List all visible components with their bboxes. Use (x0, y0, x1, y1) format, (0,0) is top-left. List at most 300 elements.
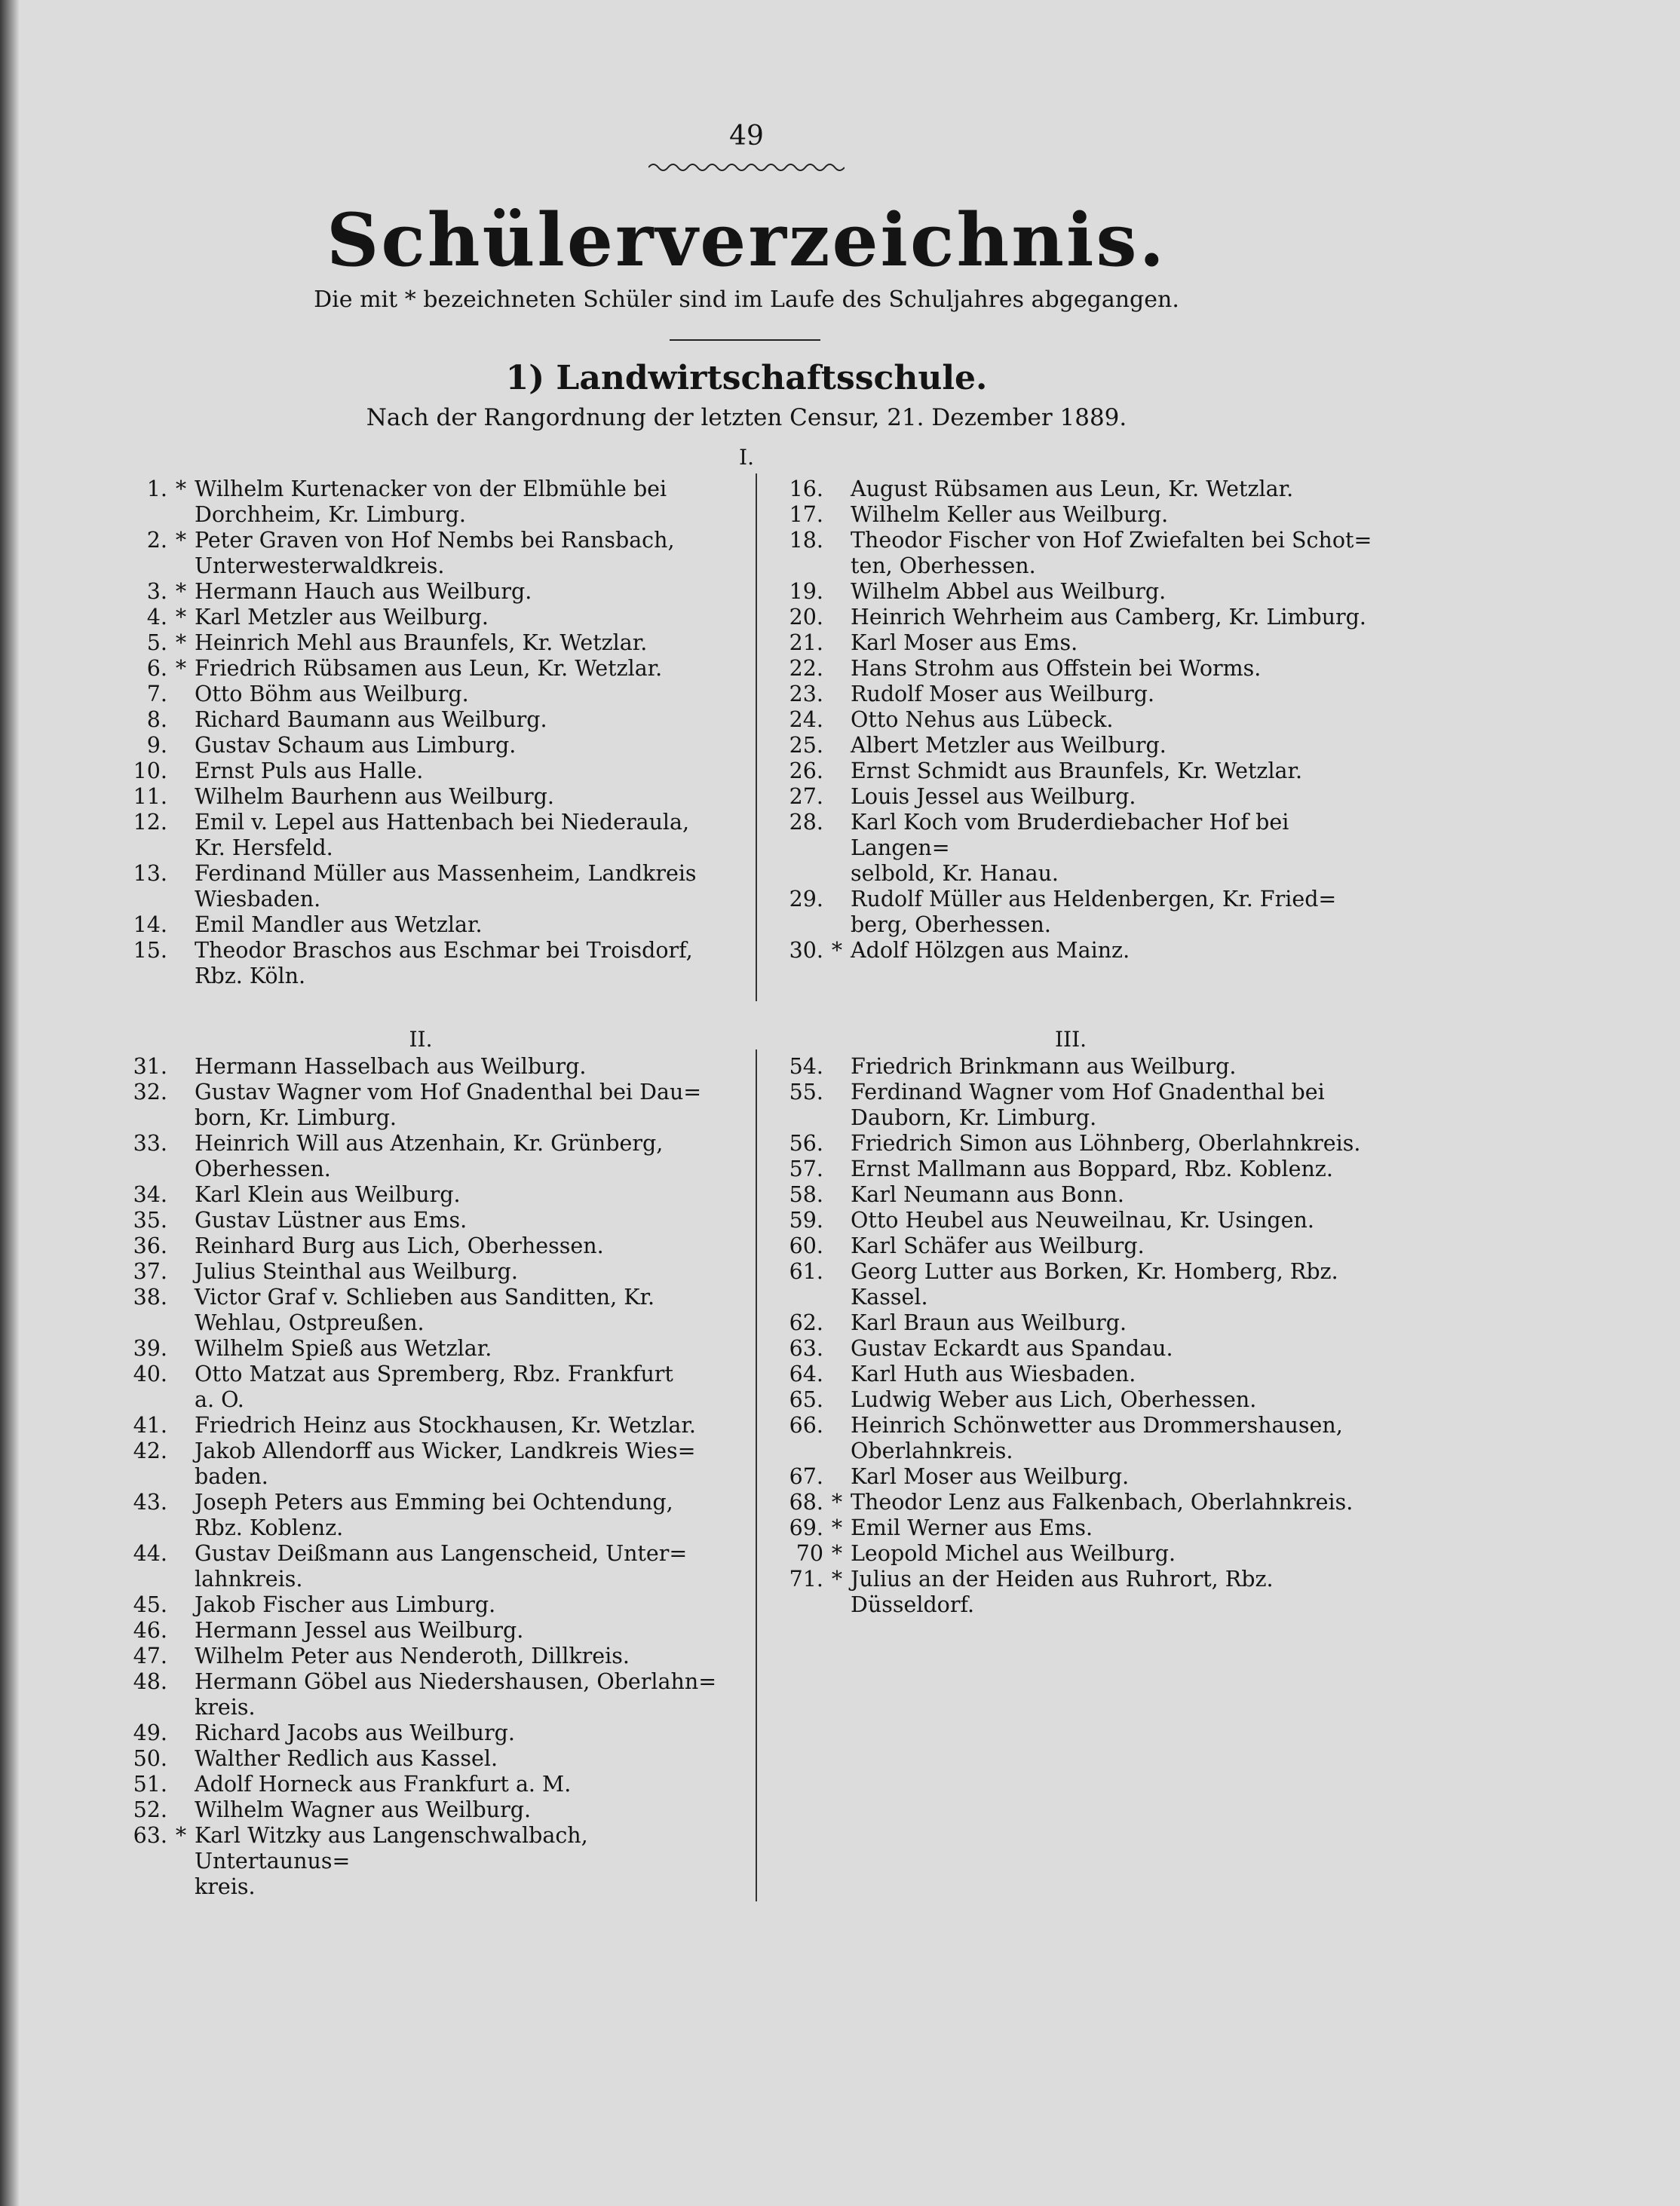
student-entry (754, 784, 1380, 810)
departed-marker: * (175, 630, 187, 655)
section-subtitle: Nach der Rangordnung der letzten Censur, 21. Dezember 1889. (366, 404, 1127, 431)
student-entry (754, 579, 1380, 605)
entry-line: Rbz. Köln. (195, 964, 306, 988)
entry-line: Adolf Hölzgen aus Mainz. (851, 938, 1130, 963)
entry-line: Theodor Fischer von Hof Zwiefalten bei Schot= (851, 528, 1372, 553)
student-name (195, 784, 724, 810)
entry-number: 25. (789, 733, 823, 758)
entry-line: selbold, Kr. Hanau. (851, 861, 1059, 886)
student-entry (754, 1208, 1380, 1233)
entry-line: Düsseldorf. (851, 1592, 975, 1617)
entry-line: Jakob Allendorff aus Wicker, Landkreis Wies= (195, 1438, 696, 1463)
entry-number: 47. (133, 1644, 167, 1668)
student-entry (754, 1080, 1380, 1131)
entry-line: lahnkreis. (195, 1567, 303, 1592)
entry-line: Wilhelm Abbel aus Weilburg. (851, 579, 1166, 604)
entry-line: Karl Huth aus Wiesbaden. (851, 1362, 1136, 1386)
departed-marker (823, 528, 851, 579)
student-entry (98, 1490, 724, 1541)
student-entry (754, 810, 1380, 887)
departed-marker (823, 1413, 851, 1464)
student-name (851, 1515, 1380, 1541)
departed-marker (823, 1233, 851, 1259)
departed-marker (823, 733, 851, 758)
student-entry (754, 1259, 1380, 1310)
departed-marker: * (831, 1490, 843, 1515)
departed-marker (823, 1182, 851, 1208)
entry-line: Gustav Eckardt aus Spandau. (851, 1336, 1173, 1361)
student-name (851, 1259, 1380, 1310)
student-name (195, 1182, 724, 1208)
entry-number: 62. (789, 1310, 823, 1335)
entry-number: 40. (133, 1362, 167, 1386)
student-name (195, 1490, 724, 1541)
entry-line: August Rübsamen aus Leun, Kr. Wetzlar. (851, 476, 1294, 501)
student-entry (98, 656, 724, 682)
student-name (195, 630, 724, 656)
entry-number: 57. (789, 1157, 823, 1181)
class-i-right-column (754, 476, 1380, 964)
entry-line: Wehlau, Ostpreußen. (195, 1310, 425, 1335)
student-name (195, 528, 724, 579)
ornament-squiggle (648, 160, 845, 175)
departed-marker (823, 1362, 851, 1387)
departed-marker (823, 1464, 851, 1490)
departed-marker (823, 707, 851, 733)
entry-number: 59. (789, 1208, 823, 1233)
student-entry (98, 1080, 724, 1131)
entry-line: Walther Redlich aus Kassel. (195, 1746, 498, 1771)
student-name (851, 938, 1380, 964)
student-entry (754, 1413, 1380, 1464)
departed-marker (823, 1310, 851, 1336)
student-name (851, 1080, 1380, 1131)
entry-number: 42. (133, 1438, 167, 1463)
student-entry (754, 938, 1380, 964)
entry-line: Gustav Schaum aus Limburg. (195, 733, 517, 758)
student-name (851, 1541, 1380, 1567)
student-entry (98, 1644, 724, 1669)
student-name (195, 1823, 724, 1900)
student-entry (754, 1464, 1380, 1490)
student-entry (98, 1746, 724, 1772)
class-heading-i: I. (739, 445, 754, 470)
departed-marker (823, 887, 851, 938)
entry-line: Julius an der Heiden aus Ruhrort, Rbz. (851, 1567, 1274, 1592)
entry-line: Georg Lutter aus Borken, Kr. Homberg, Rbz. (851, 1259, 1338, 1284)
student-name (851, 1464, 1380, 1490)
student-name (851, 1233, 1380, 1259)
departed-marker (823, 784, 851, 810)
entry-number: 50. (133, 1746, 167, 1771)
entry-number: 63. (789, 1336, 823, 1361)
entry-line: berg, Oberhessen. (851, 912, 1051, 937)
entry-line: a. O. (195, 1387, 244, 1412)
student-entry (98, 1131, 724, 1182)
student-name (851, 476, 1380, 502)
student-entry (98, 707, 724, 733)
entry-number: 6. (146, 656, 167, 681)
entry-number: 17. (789, 502, 823, 527)
student-entry (98, 605, 724, 630)
entry-line: Peter Graven von Hof Nembs bei Ransbach, (195, 528, 675, 553)
student-name (851, 682, 1380, 707)
departed-marker (167, 1208, 195, 1233)
student-entry (754, 656, 1380, 682)
student-name (195, 1772, 724, 1797)
entry-number: 46. (133, 1618, 167, 1643)
student-entry (98, 630, 724, 656)
student-entry (754, 1233, 1380, 1259)
entry-number: 64. (789, 1362, 823, 1386)
departed-marker (823, 1259, 851, 1310)
entry-line: Friedrich Brinkmann aus Weilburg. (851, 1054, 1237, 1079)
departed-marker (167, 1490, 195, 1541)
student-entry (98, 758, 724, 784)
entry-number: 39. (133, 1336, 167, 1361)
student-name (195, 1336, 724, 1362)
departed-marker (167, 1054, 195, 1080)
entry-line: Victor Graf v. Schlieben aus Sanditten, Kr. (195, 1285, 655, 1310)
departed-marker (167, 1131, 195, 1182)
student-entry (754, 1336, 1380, 1362)
entry-line: Rbz. Koblenz. (195, 1515, 344, 1540)
departed-marker: * (175, 605, 187, 630)
entry-number: 20. (789, 605, 823, 630)
student-name (195, 733, 724, 758)
student-name (851, 605, 1380, 630)
entry-number: 38. (133, 1285, 167, 1310)
student-name (195, 605, 724, 630)
title-rule (670, 339, 820, 341)
entry-line: Emil Mandler aus Wetzlar. (195, 912, 483, 937)
departed-marker: * (175, 656, 187, 681)
entry-number: 41. (133, 1413, 167, 1438)
student-entry (98, 682, 724, 707)
entry-number: 63. (133, 1823, 167, 1848)
student-entry (98, 476, 724, 528)
student-entry (754, 1131, 1380, 1157)
entry-number: 51. (133, 1772, 167, 1797)
entry-line: Ernst Schmidt aus Braunfels, Kr. Wetzlar. (851, 758, 1303, 783)
departed-marker (167, 1080, 195, 1131)
student-entry (98, 1233, 724, 1259)
entry-line: Kr. Hersfeld. (195, 835, 333, 860)
student-entry (98, 1592, 724, 1618)
entry-line: Rudolf Müller aus Heldenbergen, Kr. Fried= (851, 887, 1337, 912)
entry-number: 70 (796, 1541, 823, 1566)
entry-line: Ludwig Weber aus Lich, Oberhessen. (851, 1387, 1257, 1412)
entry-number: 61. (789, 1259, 823, 1284)
student-entry (754, 682, 1380, 707)
student-name (195, 912, 724, 938)
student-entry (98, 1720, 724, 1746)
entry-number: 31. (133, 1054, 167, 1079)
entry-line: Karl Braun aus Weilburg. (851, 1310, 1127, 1335)
departed-marker (167, 1592, 195, 1618)
entry-number: 68. (789, 1490, 823, 1515)
entry-number: 43. (133, 1490, 167, 1515)
entry-number: 65. (789, 1387, 823, 1412)
departed-marker (167, 758, 195, 784)
departed-marker (823, 1080, 851, 1131)
entry-number: 69. (789, 1515, 823, 1540)
student-name (195, 1592, 724, 1618)
entry-line: Ferdinand Wagner vom Hof Gnadenthal bei (851, 1080, 1325, 1105)
entry-line: Otto Nehus aus Lübeck. (851, 707, 1114, 732)
entry-line: Gustav Wagner vom Hof Gnadenthal bei Dau= (195, 1080, 702, 1105)
student-entry (98, 1208, 724, 1233)
departed-marker (167, 1438, 195, 1490)
section-title: 1) Landwirtschaftsschule. (505, 359, 988, 397)
student-name (851, 887, 1380, 938)
entry-line: born, Kr. Limburg. (195, 1105, 397, 1130)
entry-line: kreis. (195, 1874, 256, 1899)
entry-number: 29. (789, 887, 823, 912)
student-name (195, 1080, 724, 1131)
student-name (195, 1720, 724, 1746)
entry-line: Heinrich Wehrheim aus Camberg, Kr. Limburg. (851, 605, 1366, 630)
departed-marker (167, 1233, 195, 1259)
student-name (851, 1310, 1380, 1336)
departed-marker (167, 810, 195, 861)
entry-number: 22. (789, 656, 823, 681)
entry-line: Ernst Puls aus Halle. (195, 758, 424, 783)
student-name (195, 1644, 724, 1669)
student-entry (98, 1541, 724, 1592)
student-entry (98, 733, 724, 758)
entry-number: 3. (146, 579, 167, 604)
entry-line: Wilhelm Peter aus Nenderoth, Dillkreis. (195, 1644, 630, 1668)
entry-line: Rudolf Moser aus Weilburg. (851, 682, 1155, 706)
entry-line: Theodor Braschos aus Eschmar bei Troisdorf, (195, 938, 693, 963)
student-name (195, 1233, 724, 1259)
page-title: Schülerverzeichnis. (326, 198, 1166, 283)
entry-line: Heinrich Will aus Atzenhain, Kr. Grünberg, (195, 1131, 664, 1156)
departed-marker (823, 1054, 851, 1080)
departed-marker: * (175, 579, 187, 604)
entry-line: Albert Metzler aus Weilburg. (851, 733, 1166, 758)
departed-marker (167, 1746, 195, 1772)
entry-line: Louis Jessel aus Weilburg. (851, 784, 1136, 809)
entry-number: 58. (789, 1182, 823, 1207)
student-name (195, 707, 724, 733)
student-entry (754, 1362, 1380, 1387)
entry-line: Heinrich Mehl aus Braunfels, Kr. Wetzlar. (195, 630, 648, 655)
student-name (195, 579, 724, 605)
student-name (851, 758, 1380, 784)
student-name (851, 528, 1380, 579)
entry-number: 15. (133, 938, 167, 963)
student-name (195, 1669, 724, 1720)
departed-marker (167, 1285, 195, 1336)
departed-marker (823, 476, 851, 502)
student-name (195, 476, 724, 528)
departed-marker (823, 1387, 851, 1413)
entry-number: 27. (789, 784, 823, 809)
student-name (851, 1413, 1380, 1464)
student-entry (98, 938, 724, 989)
student-name (851, 1490, 1380, 1515)
student-name (195, 1541, 724, 1592)
departed-marker (167, 682, 195, 707)
student-entry (98, 1413, 724, 1438)
entry-line: Gustav Lüstner aus Ems. (195, 1208, 468, 1233)
student-entry (98, 1336, 724, 1362)
student-entry (98, 1182, 724, 1208)
student-entry (98, 810, 724, 861)
student-name (195, 1362, 724, 1413)
student-name (195, 1259, 724, 1285)
student-entry (98, 912, 724, 938)
class-ii-column (98, 1054, 724, 1900)
entry-line: Otto Matzat aus Spremberg, Rbz. Frankfurt (195, 1362, 673, 1386)
entry-number: 45. (133, 1592, 167, 1617)
student-name (851, 707, 1380, 733)
entry-line: Reinhard Burg aus Lich, Oberhessen. (195, 1233, 604, 1258)
entry-line: Theodor Lenz aus Falkenbach, Oberlahnkreis. (851, 1490, 1354, 1515)
student-entry (754, 733, 1380, 758)
student-name (195, 1208, 724, 1233)
student-entry (98, 1772, 724, 1797)
entry-number: 4. (146, 605, 167, 630)
student-entry (754, 1054, 1380, 1080)
student-entry (754, 1310, 1380, 1336)
entry-line: Joseph Peters aus Emming bei Ochtendung, (195, 1490, 673, 1515)
student-name (851, 1182, 1380, 1208)
entry-line: Friedrich Simon aus Löhnberg, Oberlahnkreis. (851, 1131, 1361, 1156)
entry-line: Heinrich Schönwetter aus Drommershausen, (851, 1413, 1343, 1438)
student-name (851, 1362, 1380, 1387)
student-name (851, 784, 1380, 810)
entry-line: Kassel. (851, 1285, 928, 1310)
entry-number: 10. (133, 758, 167, 783)
departed-marker (167, 784, 195, 810)
departed-marker: * (831, 1515, 843, 1540)
entry-line: Oberlahnkreis. (851, 1438, 1013, 1463)
departed-marker: * (831, 938, 843, 963)
entry-number: 19. (789, 579, 823, 604)
entry-number: 34. (133, 1182, 167, 1207)
departed-marker (823, 1208, 851, 1233)
entry-number: 52. (133, 1797, 167, 1822)
student-name (851, 1208, 1380, 1233)
student-name (195, 810, 724, 861)
entry-line: Friedrich Rübsamen aus Leun, Kr. Wetzlar. (195, 656, 663, 681)
entry-number: 49. (133, 1720, 167, 1745)
student-entry (98, 1438, 724, 1490)
entry-number: 9. (146, 733, 167, 758)
entry-line: Friedrich Heinz aus Stockhausen, Kr. Wetzlar. (195, 1413, 696, 1438)
entry-line: Hans Strohm aus Offstein bei Worms. (851, 656, 1262, 681)
departed-marker: * (175, 528, 187, 553)
class-heading-ii: II. (409, 1027, 433, 1052)
entry-line: Karl Koch vom Bruderdiebacher Hof bei Langen= (851, 810, 1289, 860)
departed-marker (823, 605, 851, 630)
entry-number: 13. (133, 861, 167, 886)
entry-number: 18. (789, 528, 823, 553)
student-entry (754, 630, 1380, 656)
student-entry (98, 1669, 724, 1720)
departed-marker (167, 1772, 195, 1797)
student-entry (754, 1490, 1380, 1515)
entry-number: 26. (789, 758, 823, 783)
class-heading-iii: III. (1054, 1027, 1087, 1052)
entry-line: Karl Metzler aus Weilburg. (195, 605, 489, 630)
student-name (195, 861, 724, 912)
page-number: 49 (729, 121, 764, 152)
student-entry (98, 1285, 724, 1336)
entry-number: 5. (146, 630, 167, 655)
class-iii-column (754, 1054, 1380, 1618)
entry-line: Ernst Mallmann aus Boppard, Rbz. Koblenz. (851, 1157, 1333, 1181)
departed-marker (167, 912, 195, 938)
student-name (851, 579, 1380, 605)
student-name (851, 1567, 1380, 1618)
student-name (851, 502, 1380, 528)
entry-number: 55. (789, 1080, 823, 1105)
departed-marker: * (831, 1541, 843, 1566)
departed-marker (167, 1413, 195, 1438)
departed-marker (167, 733, 195, 758)
departed-marker (167, 1541, 195, 1592)
departed-marker (823, 758, 851, 784)
entry-line: Emil Werner aus Ems. (851, 1515, 1093, 1540)
student-entry (98, 1362, 724, 1413)
entry-line: Hermann Hasselbach aus Weilburg. (195, 1054, 587, 1079)
entry-line: Jakob Fischer aus Limburg. (195, 1592, 496, 1617)
entry-line: baden. (195, 1464, 268, 1489)
entry-line: Hermann Göbel aus Niedershausen, Oberlahn= (195, 1669, 717, 1694)
entry-number: 44. (133, 1541, 167, 1566)
entry-number: 8. (146, 707, 167, 732)
entry-number: 12. (133, 810, 167, 835)
student-entry (754, 1541, 1380, 1567)
entry-line: Oberhessen. (195, 1157, 331, 1181)
student-entry (754, 502, 1380, 528)
student-entry (98, 579, 724, 605)
entry-line: Hermann Hauch aus Weilburg. (195, 579, 532, 604)
student-entry (98, 1618, 724, 1644)
student-entry (754, 887, 1380, 938)
entry-line: Wilhelm Baurhenn aus Weilburg. (195, 784, 554, 809)
student-name (851, 1157, 1380, 1182)
entry-line: Karl Neumann aus Bonn. (851, 1182, 1124, 1207)
student-entry (98, 528, 724, 579)
student-entry (98, 1054, 724, 1080)
student-name (195, 1285, 724, 1336)
entry-line: Karl Moser aus Ems. (851, 630, 1078, 655)
student-entry (754, 758, 1380, 784)
entry-number: 21. (789, 630, 823, 655)
entry-line: Unterwesterwaldkreis. (195, 553, 445, 578)
student-name (851, 733, 1380, 758)
entry-line: Leopold Michel aus Weilburg. (851, 1541, 1176, 1566)
entry-number: 37. (133, 1259, 167, 1284)
departed-marker (167, 707, 195, 733)
student-entry (98, 1823, 724, 1900)
entry-number: 71. (789, 1567, 823, 1592)
student-name (195, 758, 724, 784)
entry-number: 23. (789, 682, 823, 706)
departed-marker: * (175, 1823, 187, 1848)
entry-line: kreis. (195, 1695, 256, 1720)
student-name (195, 1438, 724, 1490)
student-name (195, 1618, 724, 1644)
entry-number: 54. (789, 1054, 823, 1079)
entry-number: 2. (146, 528, 167, 553)
entry-number: 36. (133, 1233, 167, 1258)
